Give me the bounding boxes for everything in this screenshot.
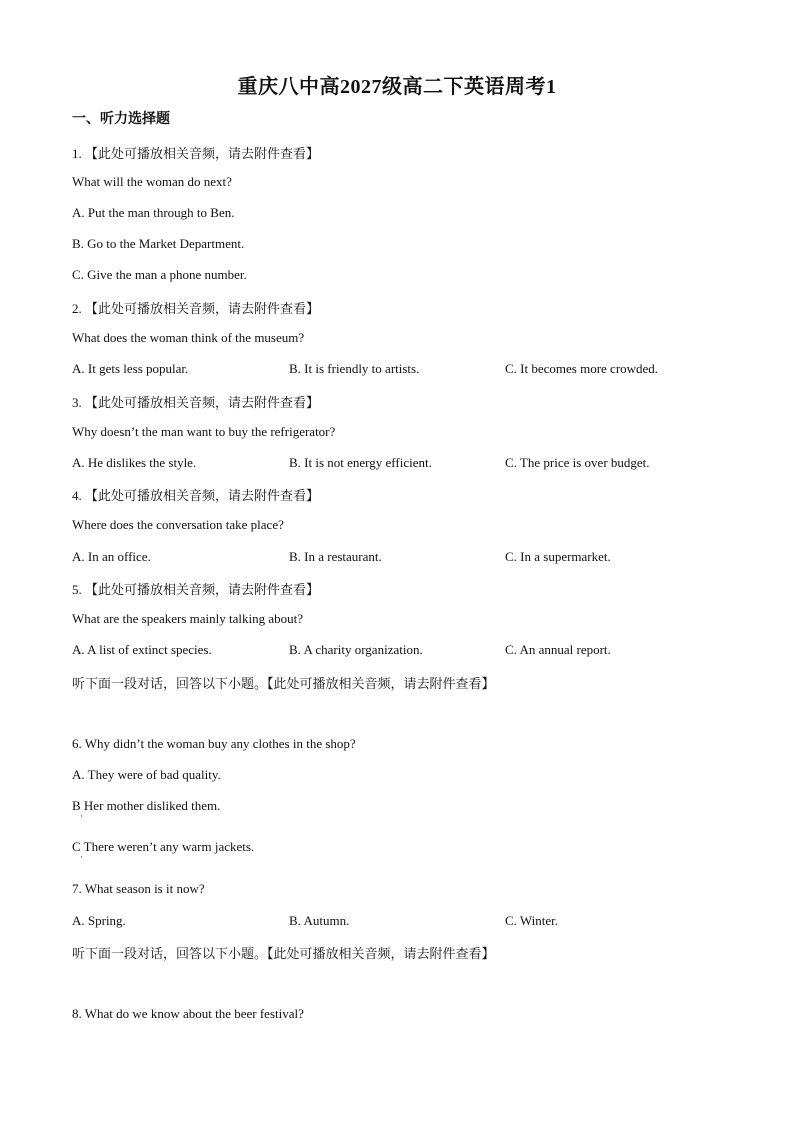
q5-option-c: C. An annual report. — [505, 642, 611, 657]
q3-option-c: C. The price is over budget. — [505, 455, 650, 470]
q5-option-a: A. A list of extinct species. — [72, 642, 212, 657]
q1-option-a: A. Put the man through to Ben. — [72, 205, 235, 220]
q3-option-b: B. It is not energy efficient. — [289, 455, 432, 470]
q7-question: 7. What season is it now? — [72, 881, 205, 896]
q4-audio-note: 4. 【此处可播放相关音频，请去附件查看】 — [72, 488, 320, 503]
q4-option-b: B. In a restaurant. — [289, 549, 382, 564]
q5-audio-note: 5. 【此处可播放相关音频，请去附件查看】 — [72, 582, 320, 597]
q2-question: What does the woman think of the museum? — [72, 330, 305, 345]
dialog-instruction: 听下面一段对话，回答以下小题。【此处可播放相关音频，请去附件查看】 — [72, 946, 495, 961]
q7-option-a: A. Spring. — [72, 913, 126, 928]
q5-option-b: B. A charity organization. — [289, 642, 423, 657]
q6-option-c: C There weren’t any warm jackets. — [72, 839, 255, 854]
q2-option-c: C. It becomes more crowded. — [505, 361, 659, 376]
q1-audio-note: 1. 【此处可播放相关音频，请去附件查看】 — [72, 146, 320, 161]
q8-question: 8. What do we know about the beer festival? — [72, 1006, 304, 1021]
dialog-instruction: 听下面一段对话，回答以下小题。【此处可播放相关音频，请去附件查看】 — [72, 676, 495, 691]
q6-question: 6. Why didn’t the woman buy any clothes in the shop? — [72, 736, 356, 751]
q3-audio-note: 3. 【此处可播放相关音频，请去附件查看】 — [72, 395, 320, 410]
q3-option-a: A. He dislikes the style. — [72, 455, 197, 470]
q1-option-c: C. Give the man a phone number. — [72, 267, 247, 282]
q2-audio-note: 2. 【此处可播放相关音频，请去附件查看】 — [72, 301, 320, 316]
q7-option-b: B. Autumn. — [289, 913, 350, 928]
q1-question: What will the woman do next? — [72, 174, 232, 189]
q4-question: Where does the conversation take place? — [72, 517, 284, 532]
q2-option-a: A. It gets less popular. — [72, 361, 189, 376]
q1-option-b: B. Go to the Market Department. — [72, 236, 245, 251]
stray-dot: · — [80, 852, 83, 862]
q6-option-a: A. They were of bad quality. — [72, 767, 221, 782]
page-title: 重庆八中高2027级高二下英语周考1 — [237, 76, 557, 98]
q3-question: Why doesn’t the man want to buy the refrigerator? — [72, 424, 336, 439]
q4-option-a: A. In an office. — [72, 549, 151, 564]
q5-question: What are the speakers mainly talking about? — [72, 611, 304, 626]
section-heading: 一、听力选择题 — [72, 112, 170, 127]
q7-option-c: C. Winter. — [505, 913, 559, 928]
q4-option-c: C. In a supermarket. — [505, 549, 611, 564]
q2-option-b: B. It is friendly to artists. — [289, 361, 420, 376]
q6-option-b: B Her mother disliked them. — [72, 798, 221, 813]
stray-dot: · — [80, 811, 83, 821]
